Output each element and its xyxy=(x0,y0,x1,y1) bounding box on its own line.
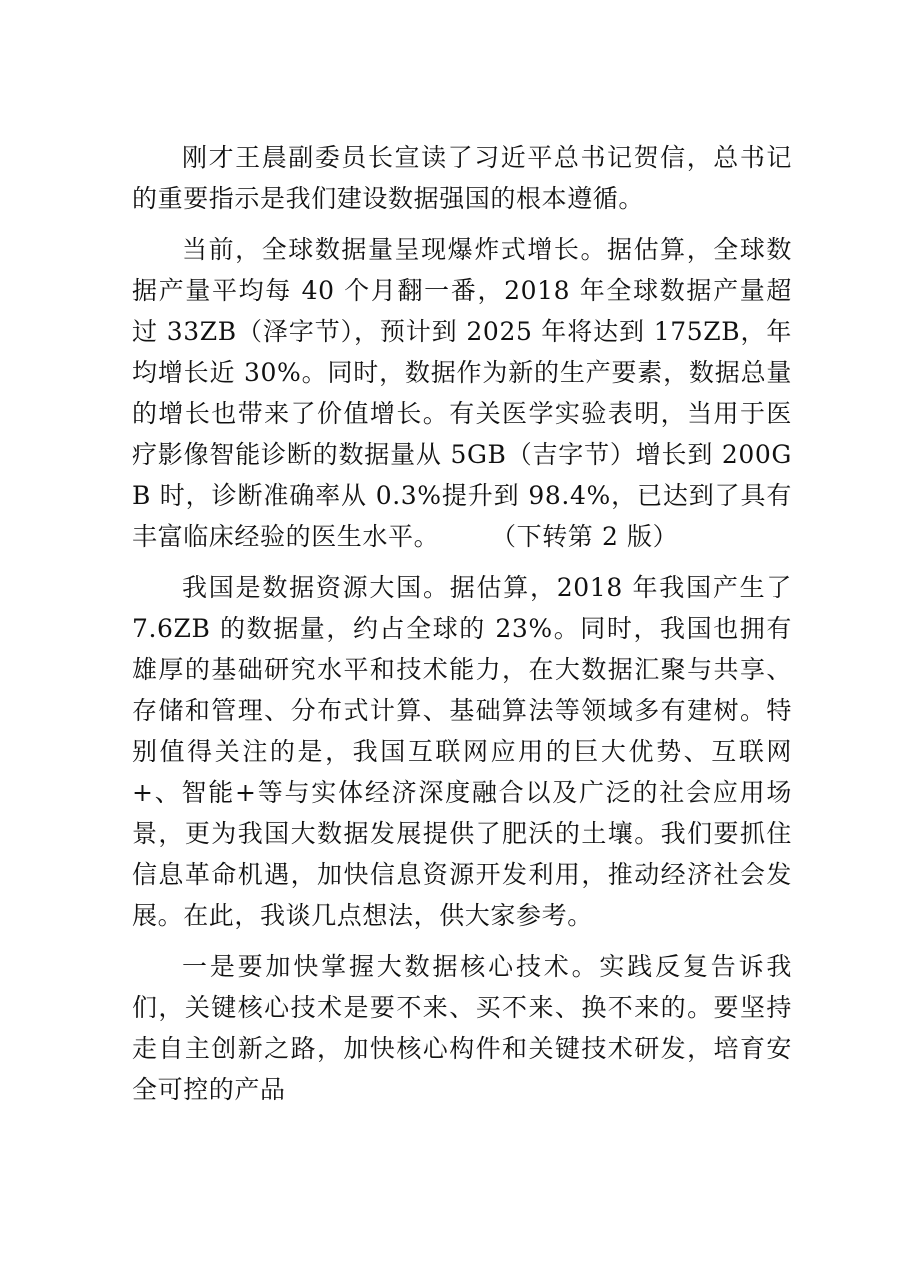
document-body xyxy=(132,137,792,1110)
paragraph-1: 刚才王晨副委员长宣读了习近平总书记贺信，总书记的重要指示是我们建设数据强国的根本遵循。 xyxy=(132,143,792,213)
paragraph-3: 我国是数据资源大国。据估算，2018 年我国产生了 7.6ZB 的数据量，约占全球的 23%。同时，我国也拥有雄厚的基础研究水平和技术能力，在大数据汇聚与共享、存储和管理、分布式计算、基础算法等领域多有建树。特别值得关注的是，我国互联网应用的巨大优势、互联网+、智能+等与实体经济深度融合以及广泛的社会应用场景，更为我国大数据发展提供了肥沃的土壤。我们要抓住信息革命机遇，加快信息资源开发利用，推动经济社会发展。在此，我谈几点想法，供大家参考。 xyxy=(132,573,792,930)
paragraph-4: 一是要加快掌握大数据核心技术。实践反复告诉我们，关键核心技术是要不来、买不来、换不来的。要坚持走自主创新之路，加快核心构件和关键技术研发，培育安全可控的产品 xyxy=(132,952,792,1104)
paragraph-2: 当前，全球数据量呈现爆炸式增长。据估算，全球数据产量平均每 40 个月翻一番，2018 年全球数据产量超过 33ZB（泽字节），预计到 2025 年将达到 175ZB，年均增长近 30%。同时，数据作为新的生产要素，数据总量的增长也带来了价值增长。有关医学实验表明，当用于医疗影像智能诊断的数据量从 5GB（吉字节）增长到 200GB 时，诊断准确率从 0.3%提升到 98.4%，已达到了具有丰富临床经验的医生水平。 （下转第 2 版） xyxy=(132,235,792,551)
